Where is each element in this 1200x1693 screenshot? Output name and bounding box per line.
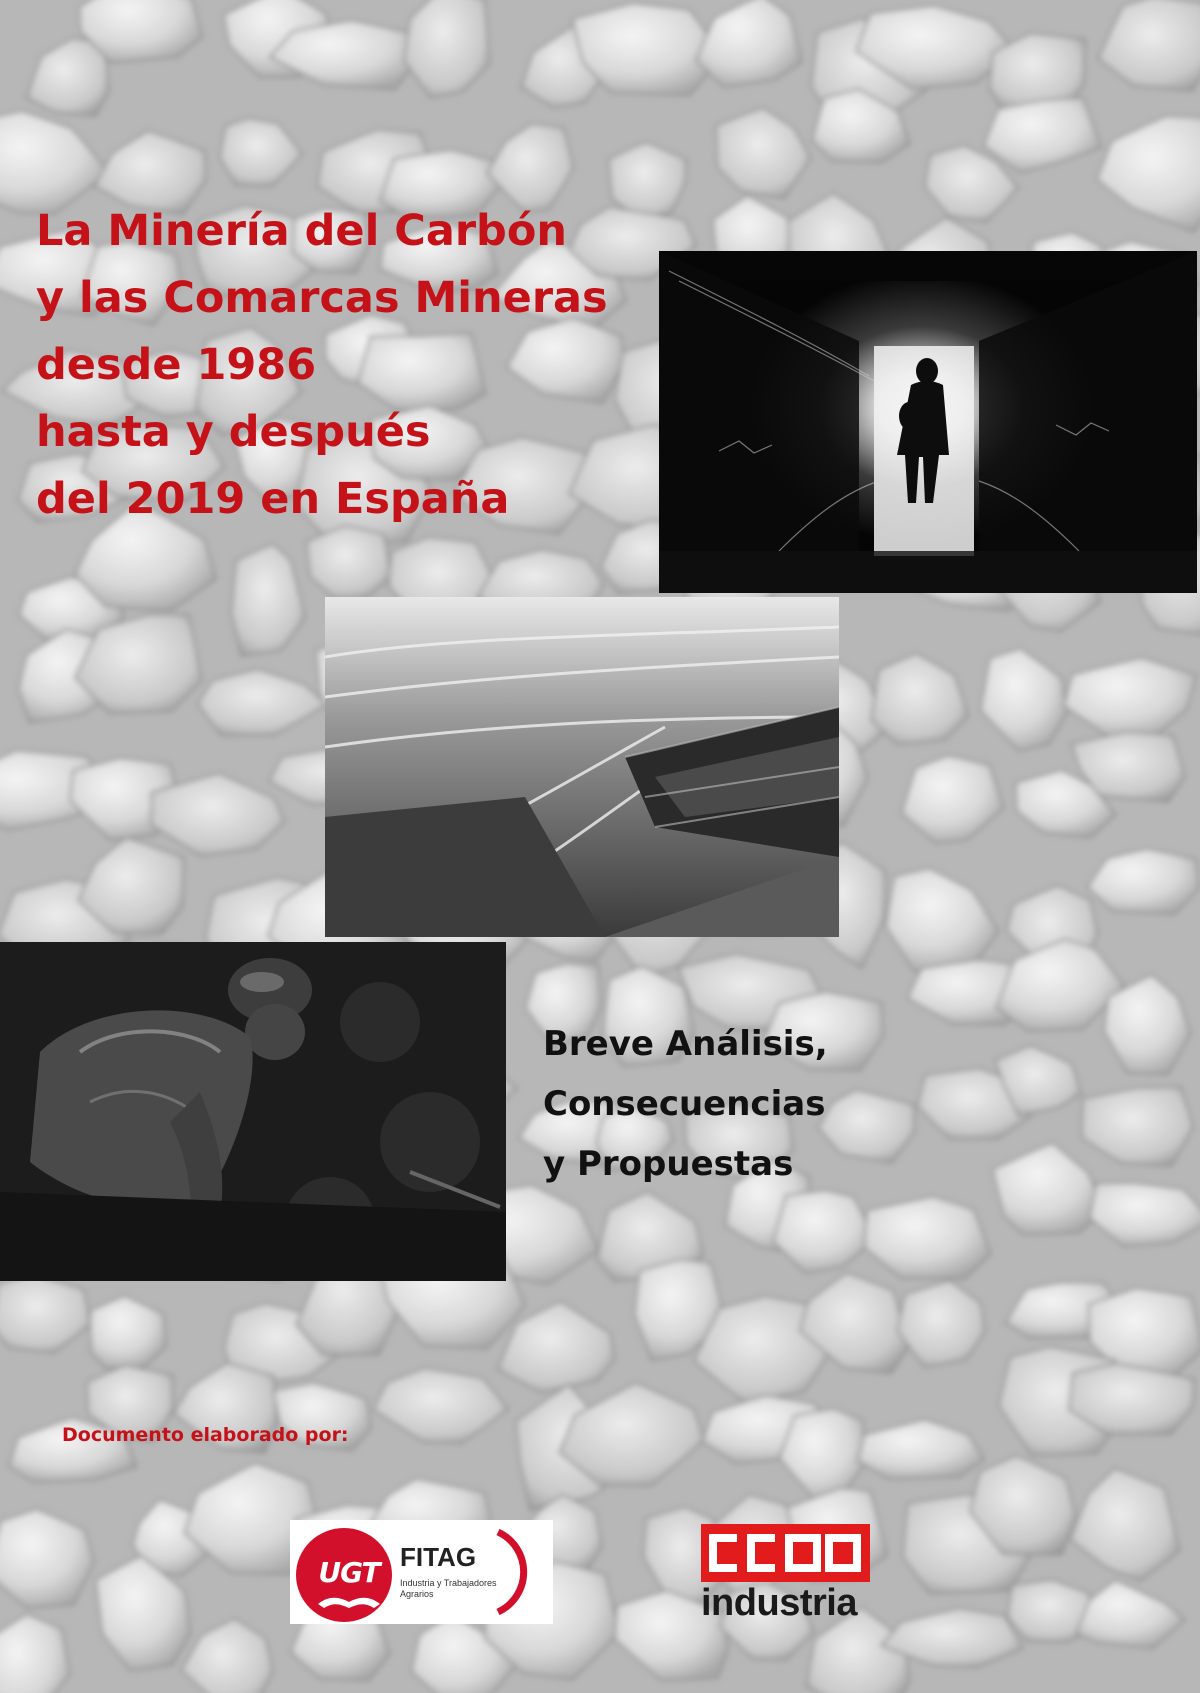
fitag-arc-icon [490, 1524, 550, 1620]
mine-tunnel-photo [659, 251, 1197, 593]
coal-miner-photo [0, 942, 506, 1281]
document-subtitle [543, 1014, 828, 1194]
document-title [36, 198, 608, 533]
subtitle-line: y Propuestas [543, 1144, 794, 1184]
fitag-subtitle: Industria y Trabajadores Agrarios [400, 1578, 497, 1599]
ccoo-mark [701, 1524, 870, 1582]
ccoo-industria-logo [701, 1524, 871, 1624]
title-line: La Minería del Carbón [36, 206, 567, 256]
ugt-emblem-text: UGT [318, 1556, 380, 1589]
title-line: hasta y después [36, 407, 431, 457]
ccoo-mark-icon [701, 1524, 870, 1582]
ccoo-industria-word: industria [701, 1582, 857, 1624]
subtitle-line: Consecuencias [543, 1084, 826, 1124]
fitag-name: FITAG [400, 1542, 477, 1572]
title-line: del 2019 en España [36, 474, 510, 524]
open-pit-mine-photo [325, 597, 839, 937]
handshake-icon [316, 1590, 382, 1612]
subtitle-line: Breve Análisis, [543, 1024, 828, 1064]
ugt-fitag-logo [290, 1520, 553, 1624]
authored-by-label: Documento elaborado por: [62, 1424, 349, 1446]
title-line: y las Comarcas Mineras [36, 273, 608, 323]
ugt-emblem [296, 1528, 392, 1622]
title-line: desde 1986 [36, 340, 317, 390]
